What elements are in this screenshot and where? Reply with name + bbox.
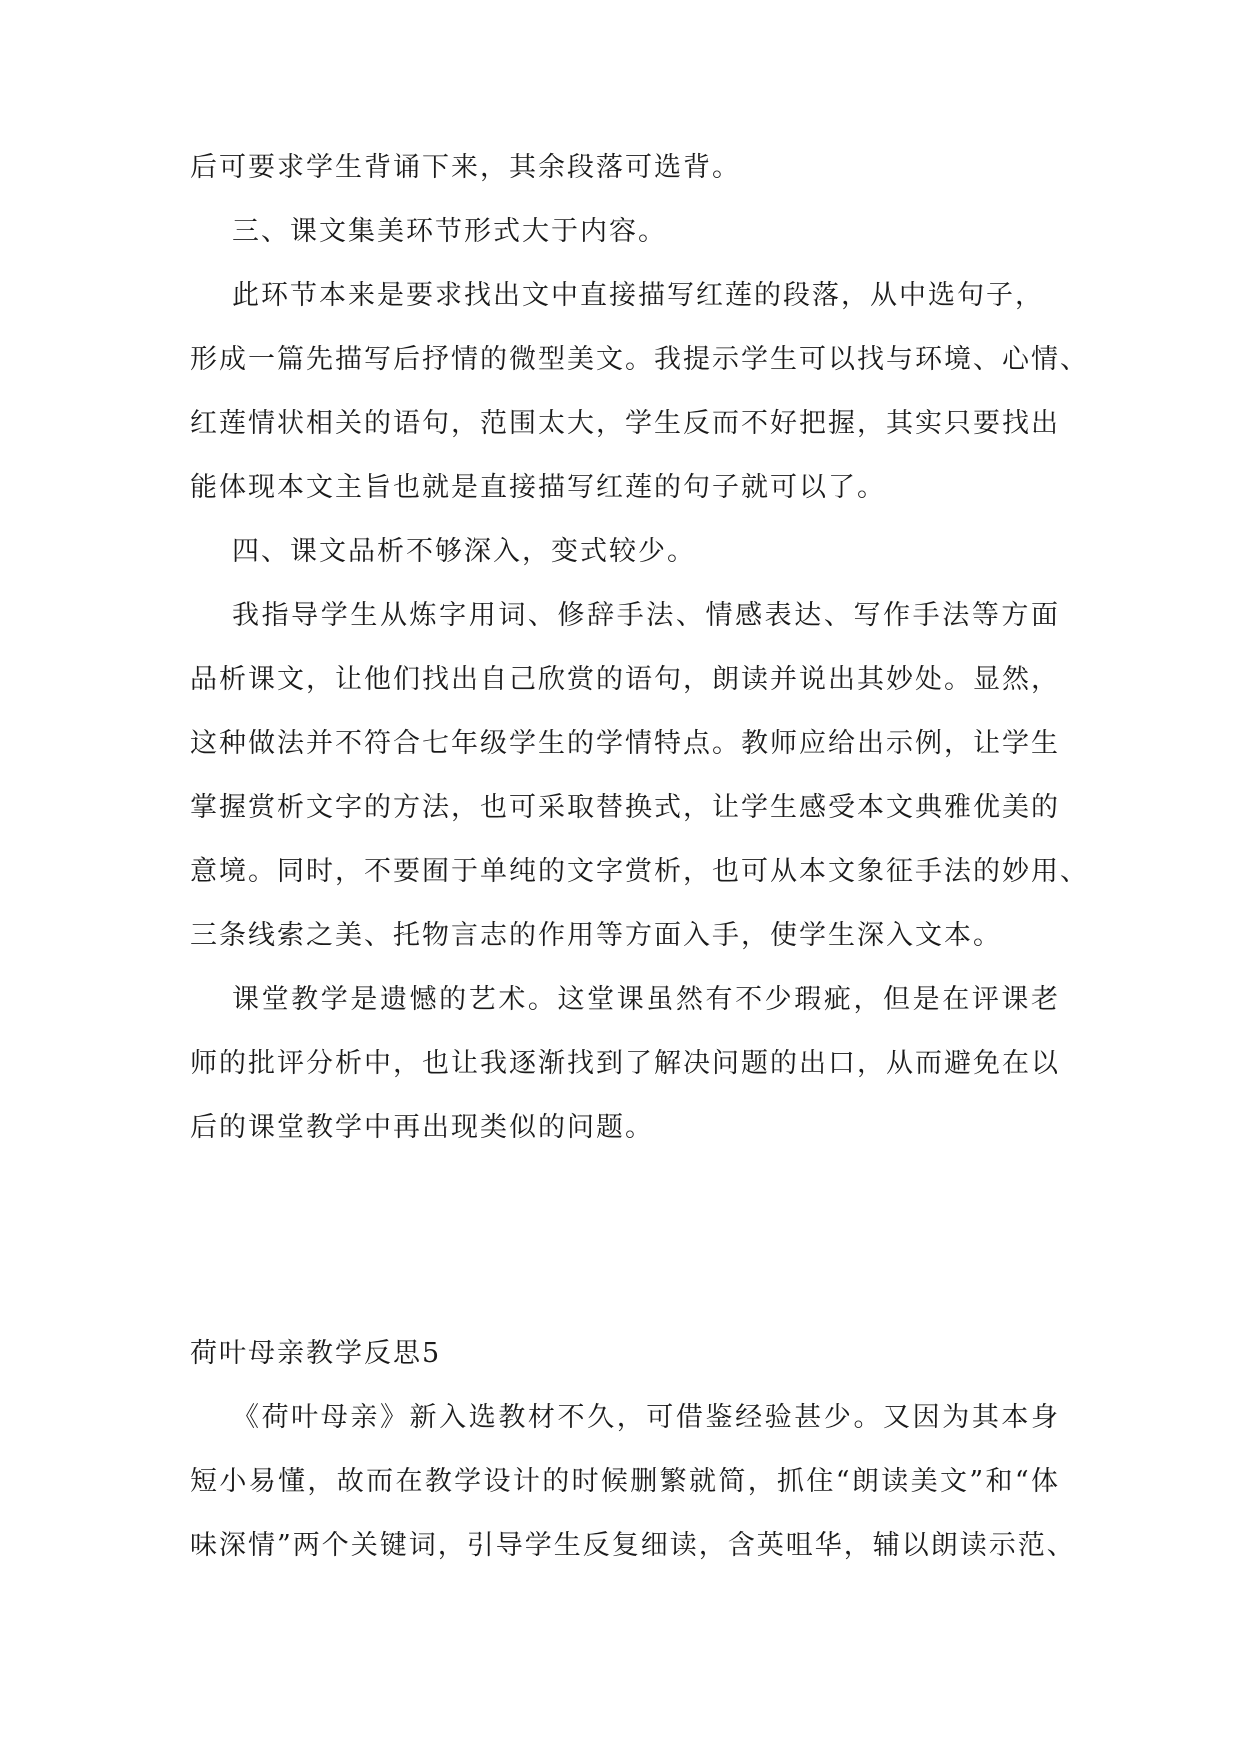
section-heading: 三、课文集美环节形式大于内容。	[232, 216, 667, 247]
paragraph-line: 短小易懂，故而在教学设计的时候删繁就简，抓住“朗读美文”和“体	[190, 1466, 1060, 1497]
paragraph-line: 后可要求学生背诵下来，其余段落可选背。	[190, 152, 741, 183]
paragraph-line: 后的课堂教学中再出现类似的问题。	[190, 1112, 654, 1143]
paragraph-line: 红莲情状相关的语句，范围太大，学生反而不好把握，其实只要找出	[190, 408, 1060, 439]
section-title: 荷叶母亲教学反思5	[190, 1338, 442, 1369]
paragraph-line: 这种做法并不符合七年级学生的学情特点。教师应给出示例，让学生	[190, 728, 1060, 759]
paragraph-line: 品析课文，让他们找出自己欣赏的语句，朗读并说出其妙处。显然，	[190, 664, 1060, 695]
paragraph-line: 三条线索之美、托物言志的作用等方面入手，使学生深入文本。	[190, 920, 1002, 951]
paragraph-line: 能体现本文主旨也就是直接描写红莲的句子就可以了。	[190, 472, 886, 503]
paragraph-line: 《荷叶母亲》新入选教材不久，可借鉴经验甚少。又因为其本身	[232, 1402, 1060, 1433]
paragraph-line: 课堂教学是遗憾的艺术。这堂课虽然有不少瑕疵，但是在评课老	[232, 984, 1060, 1015]
paragraph-line: 形成一篇先描写后抒情的微型美文。我提示学生可以找与环境、心情、	[190, 344, 1089, 375]
paragraph-line: 味深情”两个关键词，引导学生反复细读，含英咀华，辅以朗读示范、	[190, 1530, 1076, 1561]
section-heading: 四、课文品析不够深入，变式较少。	[232, 536, 696, 567]
paragraph-line: 此环节本来是要求找出文中直接描写红莲的段落，从中选句子，	[232, 280, 1044, 311]
paragraph-line: 掌握赏析文字的方法，也可采取替换式，让学生感受本文典雅优美的	[190, 792, 1060, 823]
paragraph-line: 意境。同时，不要囿于单纯的文字赏析，也可从本文象征手法的妙用、	[190, 856, 1089, 887]
paragraph-line: 师的批评分析中，也让我逐渐找到了解决问题的出口，从而避免在以	[190, 1048, 1060, 1079]
paragraph-line: 我指导学生从炼字用词、修辞手法、情感表达、写作手法等方面	[232, 600, 1060, 631]
